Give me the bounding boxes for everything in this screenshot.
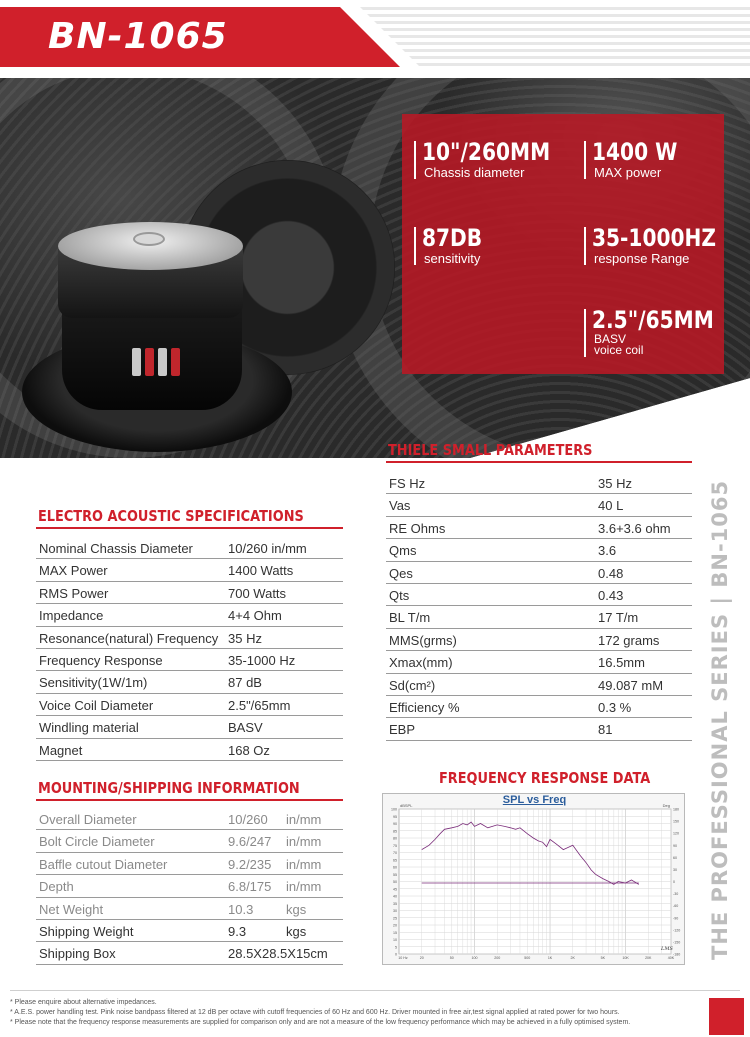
mounting-heading-rule — [36, 799, 343, 801]
table-row — [36, 808, 343, 830]
param-value: 35 Hz — [598, 476, 632, 491]
spec-divider — [584, 227, 586, 265]
param-value: 87 dB — [228, 675, 262, 691]
chart-y-tick-label: 35 — [393, 901, 397, 906]
chart-y2-axis-label: Deg — [662, 803, 670, 808]
chart-x-tick-label: 10 Hz — [398, 956, 408, 960]
param-name: Nominal Chassis Diameter — [39, 541, 193, 556]
chart-y-tick-label: 65 — [393, 858, 397, 863]
footnote-divider — [10, 990, 740, 991]
table-row — [36, 604, 343, 626]
chart-x-tick-label: 20K — [645, 956, 652, 960]
chart-y-tick-label: 75 — [393, 843, 397, 848]
spec-label: response Range — [594, 251, 690, 266]
spec-value: 10"/260MM — [422, 138, 551, 166]
param-name: Sensitivity(1W/1m) — [39, 675, 148, 691]
param-name: Voice Coil Diameter — [39, 697, 154, 713]
param-value: 9.6/247 — [228, 834, 272, 850]
param-unit: in/mm — [286, 856, 322, 872]
series-side-text: THE PROFESSIONAL SERIES | BN-1065 — [708, 479, 732, 960]
chart-y2-tick-label: 30 — [673, 867, 677, 872]
param-name: Frequency Response — [39, 653, 163, 668]
chart-y-tick-label: 10 — [393, 938, 397, 942]
chart-y2-tick-label: -60 — [673, 904, 679, 909]
chart-y2-tick-label: -150 — [673, 940, 681, 945]
chart-x-tick-label: 2K — [570, 956, 575, 960]
speaker-terminal-image — [145, 348, 154, 376]
chart-y-tick-label: 5 — [395, 945, 397, 950]
chart-y-tick-label: 70 — [393, 851, 397, 855]
chart-y-tick-label: 85 — [393, 829, 397, 834]
footnote: * Please note that the frequency response measurements are supplied for comparison only and are not a measure of the low frequency performance which may be achieved in a fully optimised system. — [10, 1019, 631, 1026]
param-value: 9.2/235 — [228, 856, 272, 872]
param-name: Qts — [389, 588, 410, 603]
chart-y2-tick-label: 180 — [673, 807, 679, 812]
param-value: BASV — [228, 720, 263, 736]
frequency-response-chart — [382, 793, 685, 965]
table-row — [36, 898, 343, 920]
frequency-response-heading: FREQUENCY RESPONSE DATA — [439, 769, 651, 787]
param-value: 35-1000 Hz — [228, 653, 296, 668]
table-row — [36, 649, 343, 671]
param-value: 9.3 — [228, 924, 247, 939]
spec-divider — [414, 227, 416, 265]
param-name: BL T/m — [389, 610, 431, 626]
model-title: BN-1065 — [48, 16, 228, 57]
chart-y2-tick-label: -30 — [673, 892, 679, 897]
speaker-terminal-image — [132, 348, 141, 376]
param-value: 3.6 — [598, 543, 617, 559]
table-row — [386, 562, 692, 584]
param-value: 0.3 % — [598, 700, 632, 715]
param-name: Xmax(mm) — [389, 655, 453, 671]
param-unit: in/mm — [286, 812, 322, 827]
footnote: * Please enquire about alternative impedances. — [10, 999, 157, 1006]
table-row — [386, 718, 692, 740]
param-value: 10/260 in/mm — [228, 541, 307, 556]
param-name: MMS(grms) — [389, 632, 457, 648]
header-stripes — [360, 7, 750, 67]
table-row — [386, 606, 692, 628]
chart-y-tick-label: 30 — [393, 909, 397, 913]
param-name: Resonance(natural) Frequency — [39, 630, 219, 646]
chart-y-tick-label: 20 — [393, 923, 397, 928]
table-row — [386, 472, 692, 494]
param-value: 6.8/175 — [228, 879, 272, 895]
spec-value: 35-1000HZ — [592, 224, 717, 252]
param-name: Net Weight — [39, 901, 104, 917]
param-name: Windling material — [39, 720, 139, 736]
param-value: 10.3 — [228, 901, 254, 917]
param-value: 28.5X28.5X15cm — [228, 946, 328, 962]
table-row — [36, 875, 343, 897]
param-value: 4+4 Ohm — [228, 608, 282, 624]
table-row — [386, 539, 692, 561]
param-name: Qms — [389, 543, 417, 559]
param-name: Depth — [39, 879, 74, 895]
param-name: Vas — [389, 498, 411, 514]
thiele-heading: THIELE SMALL PARAMETERS — [388, 441, 593, 459]
param-value: 49.087 mM — [598, 677, 664, 693]
param-value: 10/260 — [228, 812, 268, 827]
table-row — [36, 582, 343, 604]
param-unit: kgs — [286, 901, 307, 917]
chart-y-tick-label: 95 — [393, 814, 397, 819]
param-name: Magnet — [39, 742, 83, 758]
chart-y-tick-label: 40 — [393, 894, 397, 899]
param-value: 16.5mm — [598, 655, 645, 671]
spec-label: MAX power — [594, 165, 662, 180]
table-row — [386, 674, 692, 696]
chart-y2-tick-label: 60 — [673, 855, 677, 860]
param-value: 3.6+3.6 ohm — [598, 520, 671, 536]
param-value: 40 L — [598, 498, 624, 514]
chart-y-tick-label: 55 — [393, 872, 397, 877]
chart-x-tick-label: 1K — [547, 956, 553, 960]
param-name: MAX Power — [39, 563, 108, 579]
param-value: 700 Watts — [228, 585, 287, 601]
chart-y2-tick-label: 0 — [673, 880, 675, 884]
chart-y2-tick-label: -120 — [673, 928, 681, 933]
chart-x-tick-label: 200 — [494, 956, 501, 960]
param-value: 2.5"/65mm — [228, 697, 291, 713]
chart-y2-tick-label: 90 — [673, 843, 677, 848]
table-row — [386, 584, 692, 606]
chart-x-tick-label: 20 — [419, 956, 424, 960]
footnote: * A.E.S. power handling test. Pink noise bandpass filtered at 12 dB per octave with cutoff frequencies of 60 Hz and 600 Hz. Driver mounted in free air,test signal applied at rated power for two hours. — [10, 1009, 620, 1016]
table-row — [386, 629, 692, 651]
table-row — [36, 671, 343, 693]
corner-accent-block — [709, 998, 744, 1035]
param-name: Sd(cm²) — [389, 677, 436, 693]
spec-label: BASV — [594, 332, 627, 346]
mounting-heading: MOUNTING/SHIPPING INFORMATION — [38, 779, 300, 797]
table-row — [36, 942, 343, 964]
param-name: RE Ohms — [389, 520, 446, 536]
chart-x-tick-label: 10K — [622, 956, 629, 960]
chart-y-tick-label: 100 — [391, 807, 397, 812]
chart-y-tick-label: 15 — [393, 930, 397, 935]
param-value: 172 grams — [598, 632, 660, 648]
chart-y-tick-label: 0 — [395, 952, 397, 957]
spec-divider — [584, 309, 586, 357]
param-name: Shipping Box — [39, 946, 116, 962]
chart-x-tick-label: 500 — [524, 956, 531, 960]
table-row — [36, 559, 343, 581]
chart-x-tick-label: 5K — [600, 956, 606, 960]
param-value: 35 Hz — [228, 630, 262, 646]
electro-heading-rule — [36, 527, 343, 529]
chart-plot — [383, 794, 686, 966]
param-name: Bolt Circle Diameter — [39, 834, 155, 850]
speaker-cap-image — [133, 232, 165, 246]
thiele-heading-rule — [386, 461, 692, 463]
param-value: 0.43 — [598, 588, 624, 603]
chart-y-tick-label: 80 — [393, 836, 397, 841]
table-row — [36, 830, 343, 852]
param-value: 168 Oz — [228, 742, 270, 758]
spec-value: 87DB — [422, 224, 483, 252]
param-value: 1400 Watts — [228, 563, 294, 579]
chart-x-tick-label: 50 — [449, 956, 454, 960]
param-unit: in/mm — [286, 879, 322, 895]
param-name: Qes — [389, 565, 413, 581]
table-row — [36, 537, 343, 559]
speaker-terminal-image — [171, 348, 180, 376]
chart-y-tick-label: 25 — [393, 916, 397, 921]
chart-y-tick-label: 60 — [393, 865, 397, 870]
chart-y-tick-label: 50 — [393, 880, 397, 884]
table-row — [386, 651, 692, 673]
param-name: Shipping Weight — [39, 924, 134, 939]
param-name: EBP — [389, 722, 416, 738]
spec-value: 1400 W — [592, 138, 678, 166]
table-row — [386, 517, 692, 539]
chart-y-tick-label: 45 — [393, 887, 397, 892]
spec-divider — [414, 141, 416, 179]
param-name: Overall Diameter — [39, 812, 137, 827]
param-unit: kgs — [286, 924, 307, 939]
chart-y-axis-label: dBSPL — [400, 803, 413, 808]
table-row — [36, 739, 343, 761]
table-row — [36, 716, 343, 738]
chart-x-tick-label: 100 — [471, 956, 478, 960]
spec-value: 2.5"/65MM — [592, 306, 714, 334]
param-name: Baffle cutout Diameter — [39, 856, 168, 872]
chart-signature: LMS — [661, 946, 673, 952]
spec-label: sensitivity — [424, 251, 481, 266]
param-name: Efficiency % — [389, 700, 460, 715]
spec-divider — [584, 141, 586, 179]
table-row — [386, 696, 692, 718]
table-row — [386, 494, 692, 516]
table-row — [36, 853, 343, 875]
param-name: RMS Power — [39, 585, 109, 601]
param-value: 81 — [598, 722, 613, 738]
table-row — [36, 694, 343, 716]
chart-y2-tick-label: -90 — [673, 916, 679, 921]
table-row — [36, 920, 343, 942]
spec-label: Chassis diameter — [424, 165, 525, 180]
chart-title: SPL vs Freq — [502, 794, 567, 806]
param-name: Impedance — [39, 608, 104, 624]
speaker-top-plate-image — [58, 222, 243, 270]
chart-y2-tick-label: 150 — [673, 819, 679, 824]
param-value: 17 T/m — [598, 610, 639, 626]
param-value: 0.48 — [598, 565, 624, 581]
chart-x-tick-label: 40K — [667, 956, 675, 960]
chart-y-tick-label: 90 — [393, 822, 397, 826]
chart-y2-tick-label: -180 — [673, 952, 681, 957]
param-unit: in/mm — [286, 834, 322, 850]
chart-y2-tick-label: 120 — [673, 831, 679, 836]
electro-heading: ELECTRO ACOUSTIC SPECIFICATIONS — [38, 507, 304, 525]
param-name: FS Hz — [389, 476, 426, 491]
speaker-terminal-image — [158, 348, 167, 376]
table-row — [36, 627, 343, 649]
spec-label: voice coil — [594, 343, 644, 357]
